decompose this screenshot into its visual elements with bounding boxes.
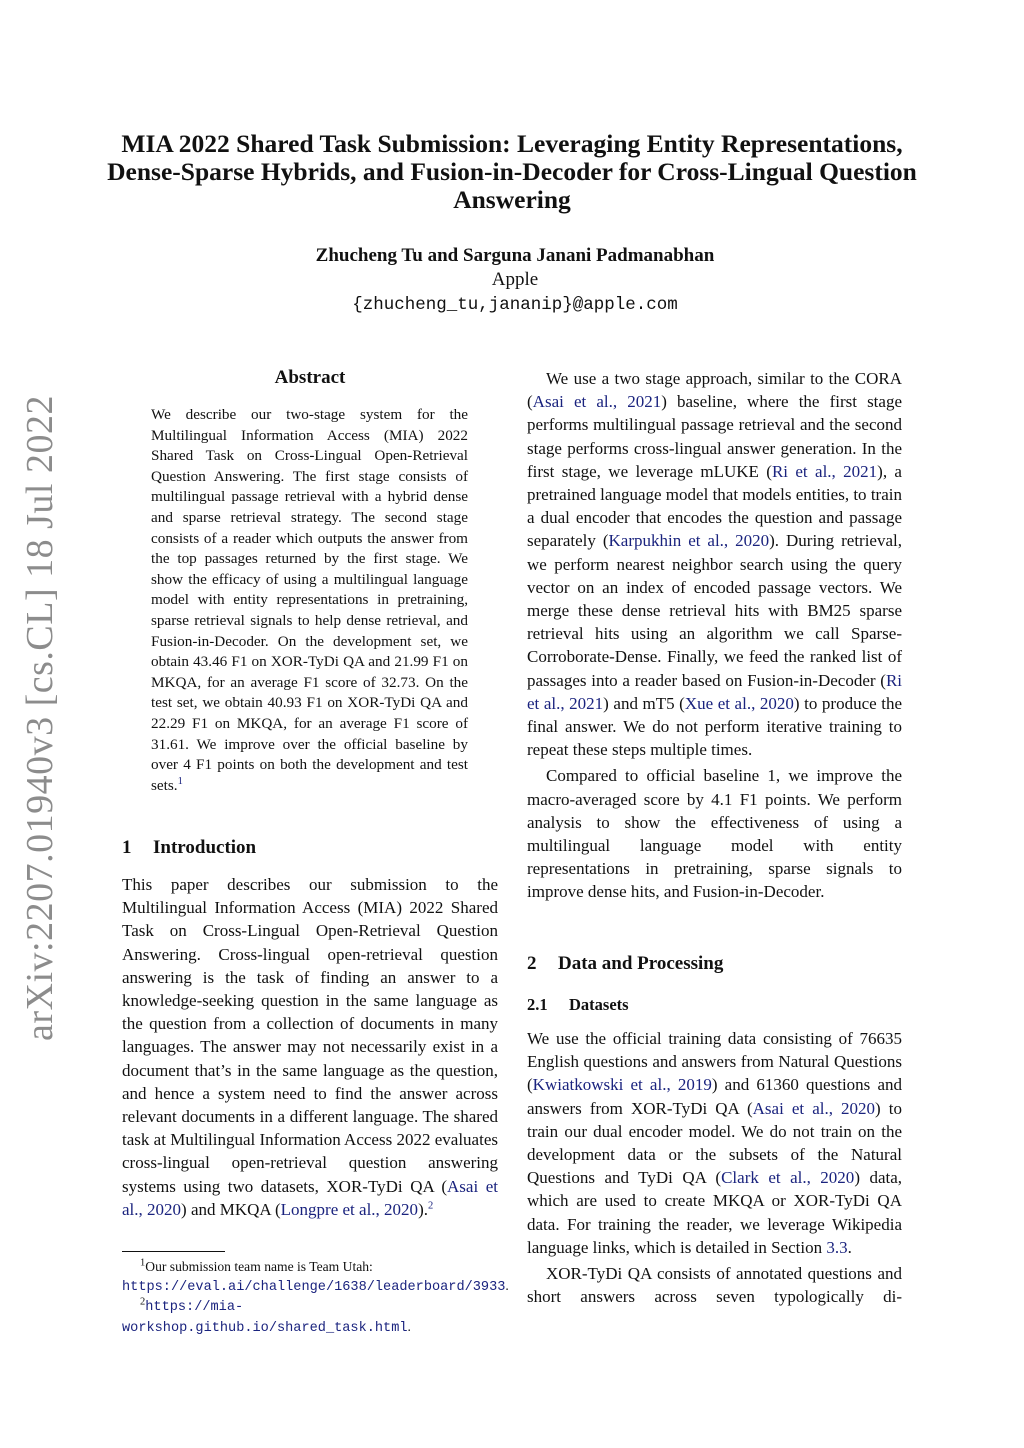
right-intro-paragraph-2: Compared to official baseline 1, we improve the macro-averaged score by 4.1 F1 points. We perform analysis to show the effectiveness of using a multilingual language model with entity representations in pretraining, sparse signals to improve dense hits, and Fusion-in-Decoder. <box>527 766 902 902</box>
abstract-body <box>151 405 468 796</box>
intro-paragraph <box>122 873 498 1221</box>
footnote-1-link[interactable]: https://eval.ai/challenge/1638/leaderboard/3933 <box>122 1279 506 1295</box>
abstract-heading: Abstract <box>274 367 346 388</box>
body-text: ) and mT5 ( <box>603 693 685 713</box>
arxiv-stamp: arXiv:2207.01940v3 [cs.CL] 18 Jul 2022 <box>19 395 61 1041</box>
citation-link[interactable]: Asai et al., 2020 <box>122 1176 498 1219</box>
right-intro-text <box>527 367 902 904</box>
section-title: Data and Processing <box>558 953 724 974</box>
datasets-paragraph-2: XOR-TyDi QA consists of annotated questions and short answers across seven typologically di- <box>527 1264 902 1307</box>
affiliation: Apple <box>491 269 539 290</box>
citation-link[interactable]: Longpre et al., 2020 <box>280 1199 419 1219</box>
citation-link[interactable]: Ri et al., 2021 <box>527 670 902 713</box>
body-text: ). During retrieval, we perform nearest neighbor search using the query vector on an index of encoded passage vectors. We merge these dense retrieval hits with BM25 sparse retrieval hits using an algorithm we call Sparse-Corroborate-Dense. Finally, we feed the ranked list of passages into a reader based on Fusion-in-Decoder ( <box>527 531 902 690</box>
footnotes <box>122 1257 509 1338</box>
body-text: ), a pretrained language model that models entities, to train a dual encoder that encodes the question and passage separately ( <box>527 461 902 551</box>
section-heading-data <box>527 952 723 976</box>
right-intro-paragraph-1 <box>527 367 902 761</box>
footnote-mark-1: 1 <box>140 1257 146 1269</box>
body-text: . <box>847 1237 852 1257</box>
section-number: 1 <box>122 837 132 858</box>
citation-link[interactable]: Ri et al., 2021 <box>771 461 878 481</box>
body-text: ) and 61360 questions and answers from XOR-TyDi QA ( <box>527 1075 902 1118</box>
footnote-2-end: . <box>407 1318 411 1334</box>
body-text: ) to produce the final answer. We do not perform iterative training to repeat these steps multiple times. <box>527 693 903 760</box>
body-text: We use the official training data consisting of 76635 English questions and answers from Natural Questions ( <box>527 1029 902 1095</box>
subsection-number: 2.1 <box>527 995 548 1014</box>
footnote-1-end: . <box>505 1277 509 1293</box>
footnote-rule <box>122 1251 225 1252</box>
citation-link[interactable]: Clark et al., 2020 <box>721 1168 855 1188</box>
citation-link[interactable]: Xue et al., 2020 <box>684 693 794 713</box>
body-text: ) to train our dual encoder model. We do not train on the development data or the subsets of the Natural Questions and TyDi QA ( <box>527 1098 903 1188</box>
footnote-ref-1[interactable]: 1 <box>177 775 183 787</box>
body-text: ) data, which are used to create MKQA or XOR-TyDi QA data. For training the reader, we leverage Wikipedia language links, which is detailed in Section <box>527 1168 903 1257</box>
section-title: Introduction <box>153 837 257 858</box>
section-ref-link[interactable]: 3.3 <box>826 1237 848 1257</box>
datasets-paragraph-1 <box>527 1027 902 1259</box>
section-heading-introduction <box>122 836 256 860</box>
paper-title: MIA 2022 Shared Task Submission: Leveraging Entity Representations, Dense-Sparse Hybrids, and Fusion-in-Decoder for Cross-Lingual Question Answering <box>107 129 917 214</box>
section-number: 2 <box>527 953 537 974</box>
intro-text: ). <box>418 1199 428 1219</box>
footnote-1-text: Our submission team name is Team Utah: <box>145 1259 373 1274</box>
citation-link[interactable]: Asai et al., 2021 <box>532 392 662 412</box>
author-email[interactable]: {zhucheng_tu,jananip}@apple.com <box>352 295 678 315</box>
intro-text: ) and MKQA ( <box>181 1199 281 1219</box>
subsection-title: Datasets <box>569 995 629 1014</box>
footnote-ref-2[interactable]: 2 <box>427 1200 434 1212</box>
footnote-mark-2: 2 <box>140 1296 146 1308</box>
body-text: We use a two stage approach, similar to the CORA ( <box>527 369 902 412</box>
citation-link[interactable]: Asai et al., 2020 <box>752 1098 876 1118</box>
abstract-text: We describe our two-stage system for the Multilingual Information Access (MIA) 2022 Shared Task on Cross-Lingual Open-Retrieval Question Answering. The first stage consists of multilingual passage retrieval with a hybrid dense and sparse retrieval strategy. The second stage consists of a reader which outputs the answer from the top passages returned by the first stage. We show the efficacy of using a multilingual language model with entity representations in pretraining, sparse retrieval signals to help dense retrieval, and Fusion-in-Decoder. On the development set, we obtain 43.46 F1 on XOR-TyDi QA and 21.99 F1 on MKQA, for an average F1 score of 32.73. On the test set, we obtain 40.93 F1 on XOR-TyDi QA and 22.29 F1 on MKQA, for an average F1 score of 31.61. We improve over the official baseline by over 4 F1 points on both the development and test sets. <box>151 406 468 794</box>
subsection-heading-datasets <box>527 994 629 1016</box>
intro-text: This paper describes our submission to the Multilingual Information Access (MIA) 2022 Shared Task on Cross-Lingual Open-Retrieval Question Answering. Cross-lingual open-retrieval question answering is the task of finding an answer to a knowledge-seeking question in the same language as the question from a collection of documents in many languages. The answer may not necessarily exist in a document that’s in the same language as the question, and hence a system need to find the answer across relevant documents in a different language. The shared task at Multilingual Information Access 2022 evaluates cross-lingual open-retrieval question answering systems using two datasets, XOR-TyDi QA ( <box>122 875 498 1196</box>
datasets-text <box>527 1027 902 1308</box>
citation-link[interactable]: Karpukhin et al., 2020 <box>608 531 770 551</box>
citation-link[interactable]: Kwiatkowski et al., 2019 <box>532 1075 712 1095</box>
authors: Zhucheng Tu and Sarguna Janani Padmanabhan <box>315 245 715 266</box>
body-text: ) baseline, where the first stage performs multilingual passage retrieval and the second stage performs cross-lingual answer generation. In the first stage, we leverage mLUKE ( <box>527 392 902 481</box>
footnote-2-link[interactable]: https://mia-workshop.github.io/shared_task.html <box>122 1300 408 1336</box>
